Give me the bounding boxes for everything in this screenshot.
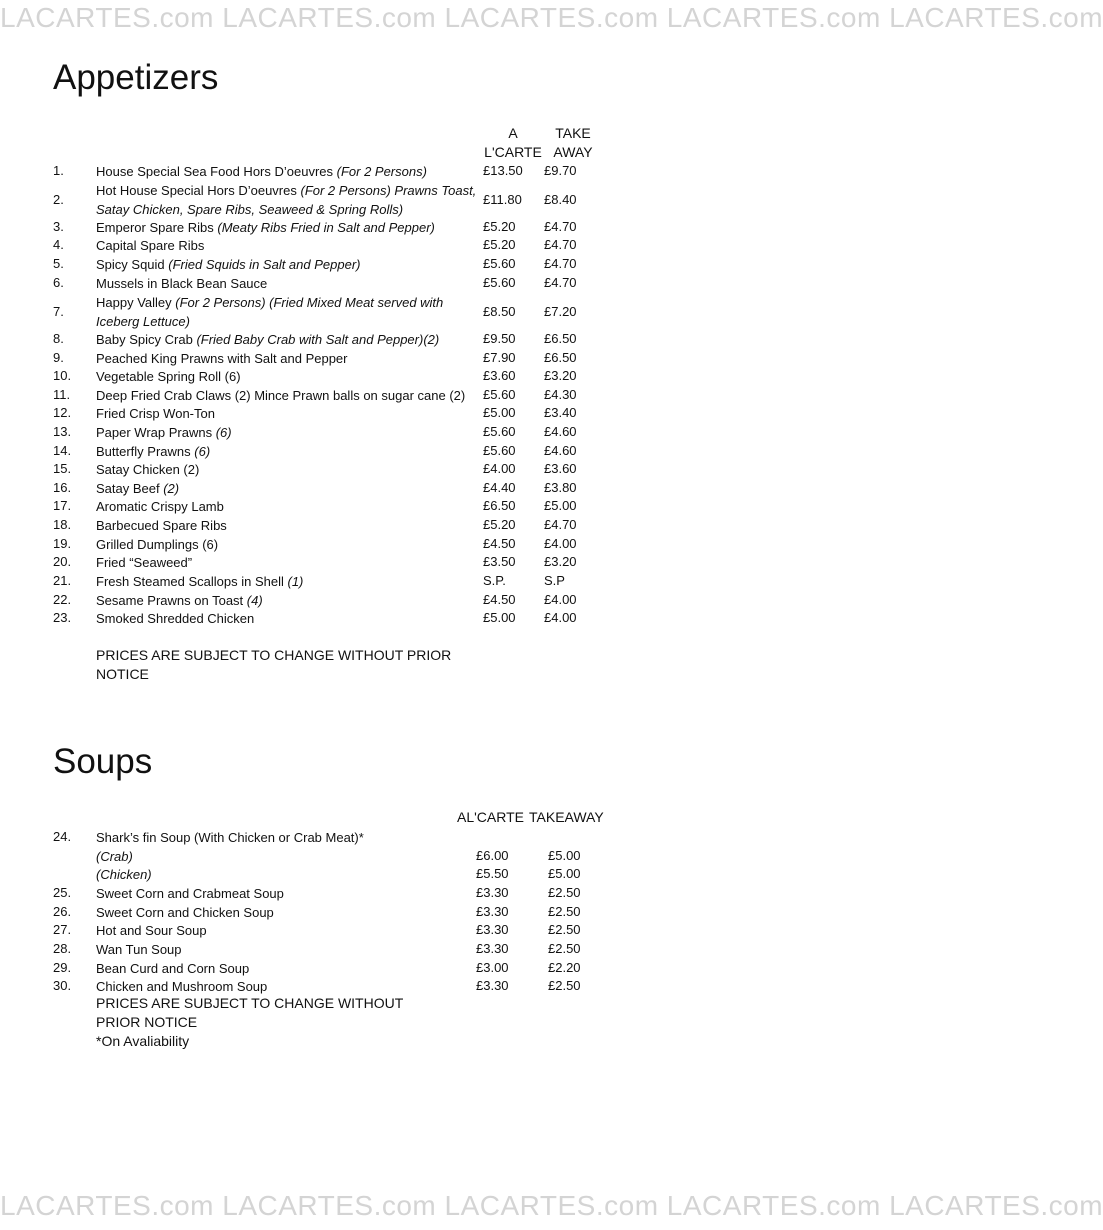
item-name: Capital Spare Ribs	[96, 238, 205, 253]
price-takeaway: £2.50	[548, 922, 581, 937]
item-number: 4.	[53, 237, 64, 252]
price-takeaway: £4.70	[544, 275, 577, 290]
item-number: 23.	[53, 610, 72, 625]
item-name: Satay Chicken (2)	[96, 462, 200, 477]
price-takeaway: £4.30	[544, 387, 577, 402]
item-description	[96, 443, 481, 462]
price-alacarte: £3.30	[476, 941, 509, 956]
item-description	[96, 461, 481, 480]
item-name: Happy Valley	[96, 295, 176, 310]
price-takeaway: £2.50	[548, 904, 581, 919]
price-alacarte: £5.60	[483, 424, 516, 439]
item-description	[96, 829, 481, 848]
item-note: (4)	[246, 593, 263, 608]
price-takeaway: £3.80	[544, 480, 577, 495]
item-name: Sesame Prawns on Toast	[96, 593, 247, 608]
price-alacarte: S.P.	[483, 573, 506, 588]
item-number: 5.	[53, 256, 64, 271]
item-number: 25.	[53, 885, 72, 900]
item-note: (Fried Baby Crab with Salt and Pepper)(2)	[196, 332, 440, 347]
price-alacarte: £3.30	[476, 904, 509, 919]
price-takeaway: £4.70	[544, 256, 577, 271]
item-name: Spicy Squid	[96, 257, 169, 272]
price-alacarte: £3.30	[476, 922, 509, 937]
item-number: 27.	[53, 922, 72, 937]
item-number: 8.	[53, 331, 64, 346]
price-takeaway: £4.00	[544, 592, 577, 607]
price-takeaway: S.P	[544, 573, 565, 588]
item-number: 20.	[53, 554, 72, 569]
item-number: 22.	[53, 592, 72, 607]
item-note: (For 2 Persons)	[336, 164, 427, 179]
item-description	[96, 922, 481, 941]
item-description	[96, 517, 481, 536]
price-alacarte: £6.50	[483, 498, 516, 513]
item-name: Fried Crisp Won-Ton	[96, 406, 215, 421]
item-name: House Special Sea Food Hors D’oeuvres	[96, 164, 337, 179]
price-alacarte: £9.50	[483, 331, 516, 346]
price-alacarte: £5.00	[483, 405, 516, 420]
price-takeaway: £4.70	[544, 517, 577, 532]
item-description	[96, 163, 481, 182]
alacarte-header: A L'CARTE	[484, 125, 542, 160]
item-number: 14.	[53, 443, 72, 458]
item-number: 17.	[53, 498, 72, 513]
item-number: 2.	[53, 192, 64, 207]
item-number: 21.	[53, 573, 72, 588]
item-name: Mussels in Black Bean Sauce	[96, 276, 268, 291]
item-number: 13.	[53, 424, 72, 439]
price-takeaway: £2.50	[548, 885, 581, 900]
item-name: Satay Beef	[96, 481, 164, 496]
price-takeaway: £4.00	[544, 610, 577, 625]
price-takeaway: £5.00	[544, 498, 577, 513]
price-takeaway: £5.00	[548, 866, 581, 881]
item-note: (6)	[194, 444, 211, 459]
item-name: Barbecued Spare Ribs	[96, 518, 227, 533]
price-takeaway: £9.70	[544, 163, 577, 178]
item-description	[96, 424, 481, 443]
item-number: 18.	[53, 517, 72, 532]
item-name: Sweet Corn and Crabmeat Soup	[96, 886, 284, 901]
soups-alacarte-header: AL'CARTE	[457, 809, 524, 825]
watermark-top: LACARTES.com LACARTES.com LACARTES.com LACARTES.com LACARTES.com	[0, 2, 1103, 33]
item-description	[96, 275, 481, 294]
item-name: Fresh Steamed Scallops in Shell	[96, 574, 288, 589]
item-description	[96, 350, 481, 369]
item-description	[96, 904, 481, 923]
price-alacarte: £5.60	[483, 256, 516, 271]
item-description	[96, 405, 481, 424]
item-number: 16.	[53, 480, 72, 495]
price-takeaway: £3.20	[544, 368, 577, 383]
price-takeaway: £8.40	[544, 192, 577, 207]
item-description	[96, 294, 481, 331]
price-takeaway: £4.60	[544, 443, 577, 458]
price-alacarte: £5.20	[483, 219, 516, 234]
price-alacarte: £5.20	[483, 517, 516, 532]
price-alacarte: £6.00	[476, 848, 509, 863]
item-name: Hot and Sour Soup	[96, 923, 207, 938]
item-number: 7.	[53, 304, 64, 319]
item-description	[96, 573, 481, 592]
price-takeaway: £4.70	[544, 219, 577, 234]
price-alacarte: £4.50	[483, 592, 516, 607]
item-description	[96, 554, 481, 573]
item-name: Baby Spicy Crab	[96, 332, 197, 347]
item-number: 30.	[53, 978, 72, 993]
price-takeaway: £3.20	[544, 554, 577, 569]
item-description	[96, 498, 481, 517]
price-takeaway: £3.40	[544, 405, 577, 420]
item-name: Deep Fried Crab Claws (2) Mince Prawn balls on sugar cane (2)	[96, 388, 466, 403]
soups-title: Soups	[53, 742, 153, 781]
price-takeaway: £6.50	[544, 350, 577, 365]
item-number: 6.	[53, 275, 64, 290]
price-takeaway: £7.20	[544, 304, 577, 319]
item-number: 15.	[53, 461, 72, 476]
item-description	[96, 941, 481, 960]
item-number: 9.	[53, 350, 64, 365]
price-alacarte: £5.60	[483, 275, 516, 290]
item-note: (Chicken)	[96, 867, 152, 882]
watermark-bottom: LACARTES.com LACARTES.com LACARTES.com LACARTES.com LACARTES.com	[0, 1190, 1103, 1221]
price-alacarte: £13.50	[483, 163, 523, 178]
item-number: 19.	[53, 536, 72, 551]
item-description	[96, 610, 481, 629]
item-description	[96, 182, 481, 219]
item-number: 24.	[53, 829, 72, 844]
item-description	[96, 480, 481, 499]
item-note: (For 2 Persons) (Fried Mixed Meat served with Iceberg Lettuce)	[96, 295, 444, 329]
price-alacarte: £4.40	[483, 480, 516, 495]
item-number: 3.	[53, 219, 64, 234]
item-name: Wan Tun Soup	[96, 942, 182, 957]
item-description	[96, 848, 481, 867]
price-takeaway: £2.50	[548, 978, 581, 993]
price-takeaway: £5.00	[548, 848, 581, 863]
item-description	[96, 387, 481, 406]
price-takeaway: £4.00	[544, 536, 577, 551]
price-alacarte: £5.00	[483, 610, 516, 625]
price-alacarte: £8.50	[483, 304, 516, 319]
price-alacarte: £3.30	[476, 885, 509, 900]
item-name: Aromatic Crispy Lamb	[96, 499, 224, 514]
price-alacarte: £3.50	[483, 554, 516, 569]
item-description	[96, 331, 481, 350]
price-alacarte: £5.50	[476, 866, 509, 881]
item-name: Chicken and Mushroom Soup	[96, 979, 268, 994]
item-number: 11.	[53, 387, 71, 402]
item-note: (Meaty Ribs Fried in Salt and Pepper)	[217, 220, 435, 235]
item-name: Emperor Spare Ribs	[96, 220, 218, 235]
item-name: Grilled Dumplings (6)	[96, 537, 219, 552]
price-alacarte: £11.80	[483, 192, 522, 207]
appetizers-title: Appetizers	[53, 58, 219, 97]
item-description	[96, 960, 481, 979]
item-number: 10.	[53, 368, 72, 383]
item-name: Vegetable Spring Roll (6)	[96, 369, 241, 384]
item-name: Shark’s fin Soup (With Chicken or Crab Meat)*	[96, 830, 364, 845]
price-takeaway: £4.70	[544, 237, 577, 252]
price-alacarte: £3.60	[483, 368, 516, 383]
item-note: (Crab)	[96, 849, 133, 864]
item-note: (6)	[215, 425, 232, 440]
price-alacarte: £5.60	[483, 443, 516, 458]
item-name: Butterfly Prawns	[96, 444, 195, 459]
item-description	[96, 866, 481, 885]
item-name: Smoked Shredded Chicken	[96, 611, 255, 626]
item-name: Paper Wrap Prawns	[96, 425, 216, 440]
item-description	[96, 237, 481, 256]
price-alacarte: £5.60	[483, 387, 516, 402]
price-alacarte: £3.00	[476, 960, 509, 975]
price-takeaway: £4.60	[544, 424, 577, 439]
price-alacarte: £4.50	[483, 536, 516, 551]
soups-takeaway-header: TAKEAWAY	[529, 809, 604, 825]
item-description	[96, 368, 481, 387]
price-takeaway: £2.50	[548, 941, 581, 956]
item-number: 29.	[53, 960, 72, 975]
price-alacarte: £3.30	[476, 978, 509, 993]
item-name: Sweet Corn and Chicken Soup	[96, 905, 274, 920]
price-takeaway: £6.50	[544, 331, 577, 346]
soups-price-notice: PRICES ARE SUBJECT TO CHANGE WITHOUT PRIOR NOTICE *On Avaliability	[96, 995, 404, 1049]
item-number: 28.	[53, 941, 72, 956]
item-description	[96, 219, 481, 238]
item-number: 26.	[53, 904, 72, 919]
item-description	[96, 592, 481, 611]
appetizers-price-notice: PRICES ARE SUBJECT TO CHANGE WITHOUT PRIOR NOTICE	[96, 647, 452, 682]
item-note: (1)	[287, 574, 304, 589]
price-alacarte: £7.90	[483, 350, 516, 365]
item-note: (Fried Squids in Salt and Pepper)	[168, 257, 361, 272]
takeaway-header: TAKE AWAY	[553, 125, 593, 160]
price-takeaway: £2.20	[548, 960, 581, 975]
item-note: (2)	[163, 481, 180, 496]
item-name: Peached King Prawns with Salt and Pepper	[96, 351, 348, 366]
item-description	[96, 256, 481, 275]
item-description	[96, 885, 481, 904]
item-note: (For 2 Persons) Prawns Toast, Satay Chicken, Spare Ribs, Seaweed & Spring Rolls)	[96, 183, 477, 217]
price-alacarte: £4.00	[483, 461, 516, 476]
item-description	[96, 536, 481, 555]
price-takeaway: £3.60	[544, 461, 577, 476]
item-name: Fried “Seaweed”	[96, 555, 193, 570]
item-name: Hot House Special Hors D’oeuvres	[96, 183, 301, 198]
item-number: 1.	[53, 163, 64, 178]
item-number: 12.	[53, 405, 72, 420]
item-name: Bean Curd and Corn Soup	[96, 961, 250, 976]
price-alacarte: £5.20	[483, 237, 516, 252]
